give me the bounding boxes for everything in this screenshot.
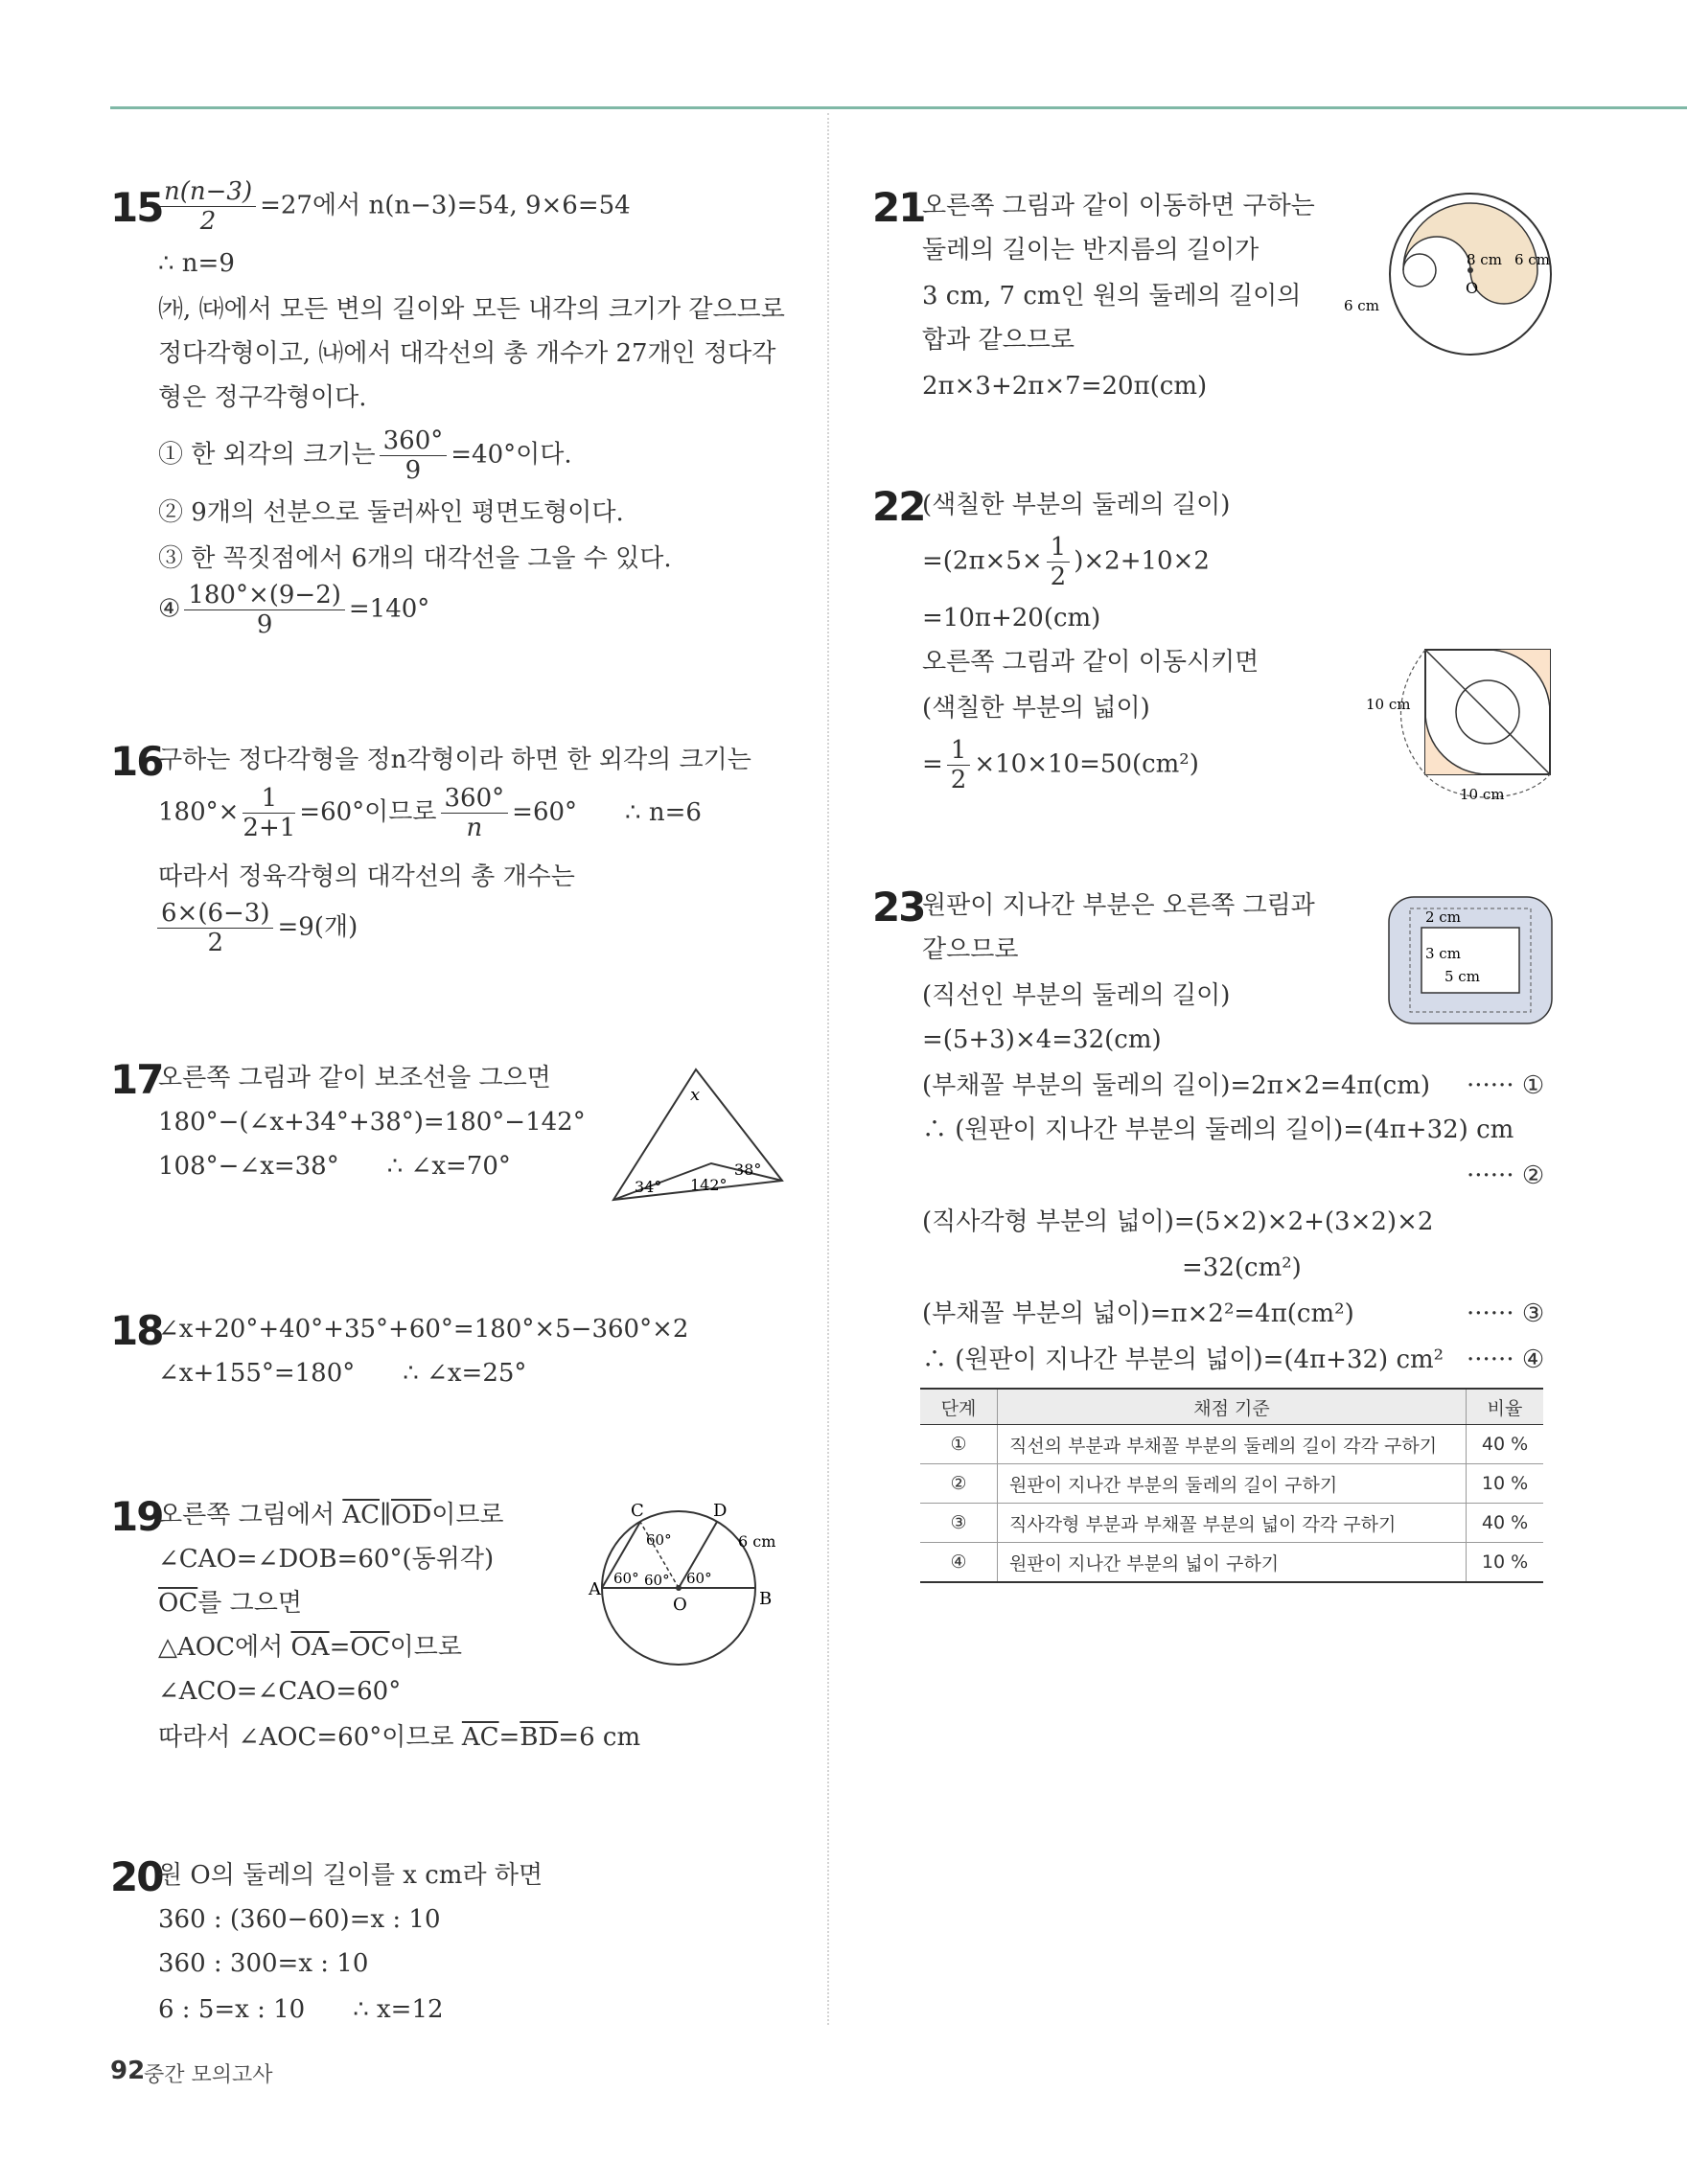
text: =40°이다. [451, 440, 572, 470]
denominator: 9 [404, 456, 422, 485]
label-a: A [589, 1579, 601, 1599]
step-cell: ④ [920, 1543, 998, 1583]
problem-22-line-4: 오른쪽 그림과 같이 이동시키면 [922, 648, 1259, 677]
ratio-cell: 40 % [1467, 1504, 1544, 1543]
text: ∴ ∠x=25° [403, 1359, 527, 1388]
problem-15-line-1 [156, 177, 631, 236]
problem-17-line-1: 오른쪽 그림과 같이 보조선을 그으면 [158, 1064, 551, 1092]
text: =60° [512, 797, 578, 827]
problem-23-number: 23 [872, 884, 925, 931]
criteria-cell: 직사각형 부분과 부채꼴 부분의 넓이 각각 구하기 [998, 1504, 1467, 1543]
label-2cm: 2 cm [1425, 908, 1461, 926]
text: ∥ [380, 1501, 392, 1529]
label-6cm-left: 6 cm [1344, 297, 1379, 314]
segment-ac: $\overline{AC}$ [342, 1501, 381, 1529]
frac [441, 784, 509, 842]
problem-17-line-3 [158, 1150, 511, 1183]
text: 따라서 ∠AOC=60°이므로 [158, 1723, 462, 1752]
label-8cm: 8 cm [1467, 251, 1502, 268]
problem-18-line-1: ∠x+20°+40°+35°+60°=180°×5−360°×2 [158, 1315, 689, 1344]
problem-15-number: 15 [110, 184, 163, 231]
column-divider [827, 113, 829, 2025]
table-row [920, 1543, 1543, 1583]
numerator: 1 [947, 736, 971, 766]
segment-od: $\overline{OD}$ [391, 1501, 432, 1529]
numerator: 360° [441, 784, 509, 814]
criteria-cell: 직선의 부분과 부채꼴 부분의 둘레의 길이 각각 구하기 [998, 1425, 1467, 1464]
problem-15-line-2: ∴ n=9 [158, 249, 235, 278]
problem-19-line-6 [158, 1721, 640, 1754]
arc-ac: $\overline{AC}$ [461, 1723, 499, 1752]
problem-15-line-5: 형은 정구각형이다. [158, 383, 367, 412]
problem-18-line-2 [158, 1357, 526, 1390]
text: 180°× [158, 797, 240, 827]
header-step: 단계 [920, 1389, 998, 1425]
problem-17-line-2: 180°−(∠x+34°+38°)=180°−142° [158, 1108, 586, 1137]
numerator: 1 [243, 784, 295, 814]
denominator: 2 [1050, 563, 1067, 591]
text: =9(개) [277, 912, 358, 942]
step-cell: ② [920, 1464, 998, 1504]
text: ∴ x=12 [353, 1995, 444, 2024]
denominator: 2 [950, 766, 967, 794]
problem-23-line-5: (부채꼴 부분의 둘레의 길이)=2π×2=4π(cm) [922, 1071, 1431, 1100]
problem-16-line-3: 따라서 정육각형의 대각선의 총 개수는 [158, 862, 575, 891]
problem-15-option-2: ② 9개의 선분으로 둘러싸인 평면도형이다. [158, 498, 624, 527]
segment-oa: $\overline{OA}$ [290, 1633, 330, 1662]
denominator: n [466, 814, 483, 842]
problem-22-figure [1366, 644, 1558, 809]
numerator: 180°×(9−2) [184, 581, 345, 610]
problem-21-figure [1344, 190, 1560, 362]
page-number: 92 [110, 2057, 146, 2085]
label-142: 142° [690, 1176, 728, 1194]
problem-22-line-5: (색칠한 부분의 넓이) [922, 694, 1150, 723]
criteria-cell: 원판이 지나간 부분의 넓이 구하기 [998, 1543, 1467, 1583]
text: ④ [158, 594, 181, 624]
header-ratio: 비율 [1467, 1389, 1544, 1425]
problem-23-marker-3: ······ ③ [1467, 1299, 1545, 1328]
step-cell: ① [920, 1425, 998, 1464]
problem-20-line-2: 360 : (360−60)=x : 10 [158, 1905, 441, 1934]
problem-22-number: 22 [872, 483, 925, 530]
label-o: O [673, 1595, 687, 1615]
label-6cm: 6 cm [738, 1532, 776, 1551]
table-row [920, 1504, 1543, 1543]
text: △AOC에서 [158, 1633, 291, 1662]
problem-19-figure [583, 1497, 798, 1669]
text: )×2+10×2 [1074, 546, 1210, 576]
denominator: 2 [207, 929, 224, 957]
angle-dob: 60° [686, 1570, 712, 1587]
text: 이므로 [431, 1501, 504, 1529]
problem-22-line-1: (색칠한 부분의 둘레의 길이) [922, 491, 1231, 519]
frac [380, 426, 448, 485]
problem-23-figure [1385, 891, 1558, 1030]
problem-15-option-1 [158, 426, 572, 485]
ratio-cell: 40 % [1467, 1425, 1544, 1464]
problem-21-number: 21 [872, 184, 925, 231]
angle-aoc: 60° [644, 1572, 670, 1589]
text: 를 그으면 [197, 1589, 302, 1618]
ratio-cell: 10 % [1467, 1464, 1544, 1504]
angle-cao: 60° [613, 1570, 639, 1587]
label-x: x [690, 1085, 701, 1105]
problem-19-line-1 [158, 1499, 504, 1531]
table-header-row [920, 1389, 1543, 1425]
text: =(2π×5× [922, 546, 1043, 576]
problem-18-number: 18 [110, 1307, 163, 1354]
frac [157, 899, 273, 957]
problem-20-line-3: 360 : 300=x : 10 [158, 1949, 369, 1978]
label-side: 10 cm [1366, 696, 1411, 713]
frac [947, 736, 971, 794]
label-34: 34° [635, 1178, 662, 1196]
denominator: 9 [256, 610, 273, 639]
shaded-top-right [1488, 650, 1550, 712]
ratio-cell: 10 % [1467, 1543, 1544, 1583]
text: 오른쪽 그림에서 [158, 1501, 343, 1529]
problem-23-marker-2: ······ ② [1467, 1161, 1545, 1190]
section-title: 중간 모의고사 [144, 2063, 273, 2087]
problem-16-number: 16 [110, 738, 163, 785]
problem-15-line-4: 정다각형이고, ㈏에서 대각선의 총 개수가 27개인 정다각 [158, 339, 776, 368]
problem-21-line-3: 3 cm, 7 cm인 원의 둘레의 길이의 [922, 282, 1302, 310]
problem-17-figure [606, 1064, 788, 1207]
problem-23-line-7: (직사각형 부분의 넓이)=(5×2)×2+(3×2)×2 [922, 1207, 1434, 1236]
problem-21-line-5: 2π×3+2π×7=20π(cm) [922, 372, 1208, 401]
angle-aco: 60° [646, 1531, 672, 1549]
problem-21-line-2: 둘레의 길이는 반지름의 길이가 [922, 236, 1259, 264]
step-cell: ③ [920, 1504, 998, 1543]
text: =60°이므로 [299, 797, 437, 827]
numerator: n(n−3) [160, 177, 256, 207]
frac [1047, 533, 1071, 591]
problem-23-line-10: ∴ (원판이 지나간 부분의 넓이)=(4π+32) cm² [922, 1345, 1444, 1374]
numerator: 1 [1047, 533, 1071, 563]
problem-22-line-6 [922, 736, 1199, 794]
label-38: 38° [734, 1161, 762, 1179]
problem-15-line-3: ㈎, ㈐에서 모든 변의 길이와 모든 내각의 크기가 같으므로 [158, 295, 785, 324]
problem-16-line-1: 구하는 정다각형을 정n각형이라 하면 한 외각의 크기는 [158, 746, 751, 774]
problem-22-line-2 [922, 533, 1210, 591]
table-row [920, 1425, 1543, 1464]
label-o: O [1466, 279, 1479, 297]
text: ∴ n=6 [625, 797, 702, 827]
problem-23-line-8: =32(cm²) [1182, 1253, 1302, 1282]
problem-16-line-2 [158, 784, 702, 842]
problem-23-marker-4: ······ ④ [1467, 1345, 1545, 1374]
problem-16-line-4 [153, 899, 358, 957]
problem-19-line-3 [158, 1587, 302, 1620]
shaded-bottom-left [1425, 712, 1488, 774]
problem-19-number: 19 [110, 1493, 163, 1540]
problem-23-marker-1: ······ ① [1467, 1071, 1545, 1100]
problem-23-line-2: 같으므로 [922, 935, 1019, 964]
text: ∠x+155°=180° [158, 1359, 356, 1388]
frac [184, 581, 345, 639]
problem-21-line-4: 합과 같으므로 [922, 326, 1075, 355]
text: =27에서 n(n−3)=54, 9×6=54 [260, 191, 631, 220]
text: 이므로 [389, 1633, 462, 1662]
segment-oc: $\overline{OC}$ [350, 1633, 390, 1662]
criteria-cell: 원판이 지나간 부분의 둘레의 길이 구하기 [998, 1464, 1467, 1504]
problem-23-line-4: =(5+3)×4=32(cm) [922, 1025, 1162, 1054]
problem-21-line-1: 오른쪽 그림과 같이 이동하면 구하는 [922, 192, 1315, 220]
label-b: B [759, 1589, 773, 1609]
problem-20-line-4 [158, 1993, 444, 2026]
text: = [329, 1633, 351, 1662]
text: 6 : 5=x : 10 [158, 1995, 306, 2024]
problem-19-line-5: ∠ACO=∠CAO=60° [158, 1677, 402, 1706]
problem-15-option-3: ③ 한 꼭짓점에서 6개의 대각선을 그을 수 있다. [158, 544, 672, 573]
problem-22-line-3: =10π+20(cm) [922, 604, 1101, 632]
arc-bd: $\overline{BD}$ [520, 1723, 559, 1752]
denominator: 2 [199, 207, 217, 236]
problem-23-line-9: (부채꼴 부분의 넓이)=π×2²=4π(cm²) [922, 1299, 1354, 1328]
label-3cm: 3 cm [1425, 945, 1461, 962]
top-rule [110, 106, 1687, 109]
problem-15-option-4 [158, 581, 429, 639]
text: 108°−∠x=38° [158, 1152, 339, 1181]
label-c: C [631, 1501, 644, 1521]
table-row [920, 1464, 1543, 1504]
problem-20-line-1: 원 O의 둘레의 길이를 x cm라 하면 [158, 1861, 543, 1890]
problem-23-line-6: ∴ (원판이 지나간 부분의 둘레의 길이)=(4π+32) cm [922, 1115, 1514, 1144]
numerator: 6×(6−3) [157, 899, 273, 929]
small-circle [1403, 254, 1436, 287]
label-bottom: 10 cm [1460, 786, 1505, 803]
problem-17-number: 17 [110, 1056, 163, 1103]
problem-19-line-4 [158, 1631, 462, 1664]
text: = [498, 1723, 520, 1752]
denominator: 2+1 [243, 814, 296, 842]
problem-19-line-2: ∠CAO=∠DOB=60°(동위각) [158, 1545, 495, 1574]
text: =140° [348, 594, 430, 624]
frac [160, 177, 256, 236]
text: ① 한 외각의 크기는 [158, 440, 376, 470]
text: =6 cm [558, 1723, 641, 1752]
header-criteria: 채점 기준 [998, 1389, 1467, 1425]
segment-oc: $\overline{OC}$ [158, 1589, 198, 1618]
center-dot [676, 1585, 682, 1591]
text: ×10×10=50(cm²) [974, 749, 1199, 779]
grading-table [920, 1388, 1543, 1583]
frac [243, 784, 295, 842]
label-d: D [713, 1501, 728, 1521]
problem-20-number: 20 [110, 1853, 163, 1900]
text: ∴ ∠x=70° [386, 1152, 511, 1181]
problem-23-line-3: (직선인 부분의 둘레의 길이) [922, 981, 1231, 1010]
problem-23-line-1: 원판이 지나간 부분은 오른쪽 그림과 [922, 891, 1315, 920]
label-5cm: 5 cm [1444, 968, 1480, 985]
numerator: 360° [380, 426, 448, 456]
label-6cm-right: 6 cm [1514, 251, 1550, 268]
text: = [922, 749, 943, 779]
